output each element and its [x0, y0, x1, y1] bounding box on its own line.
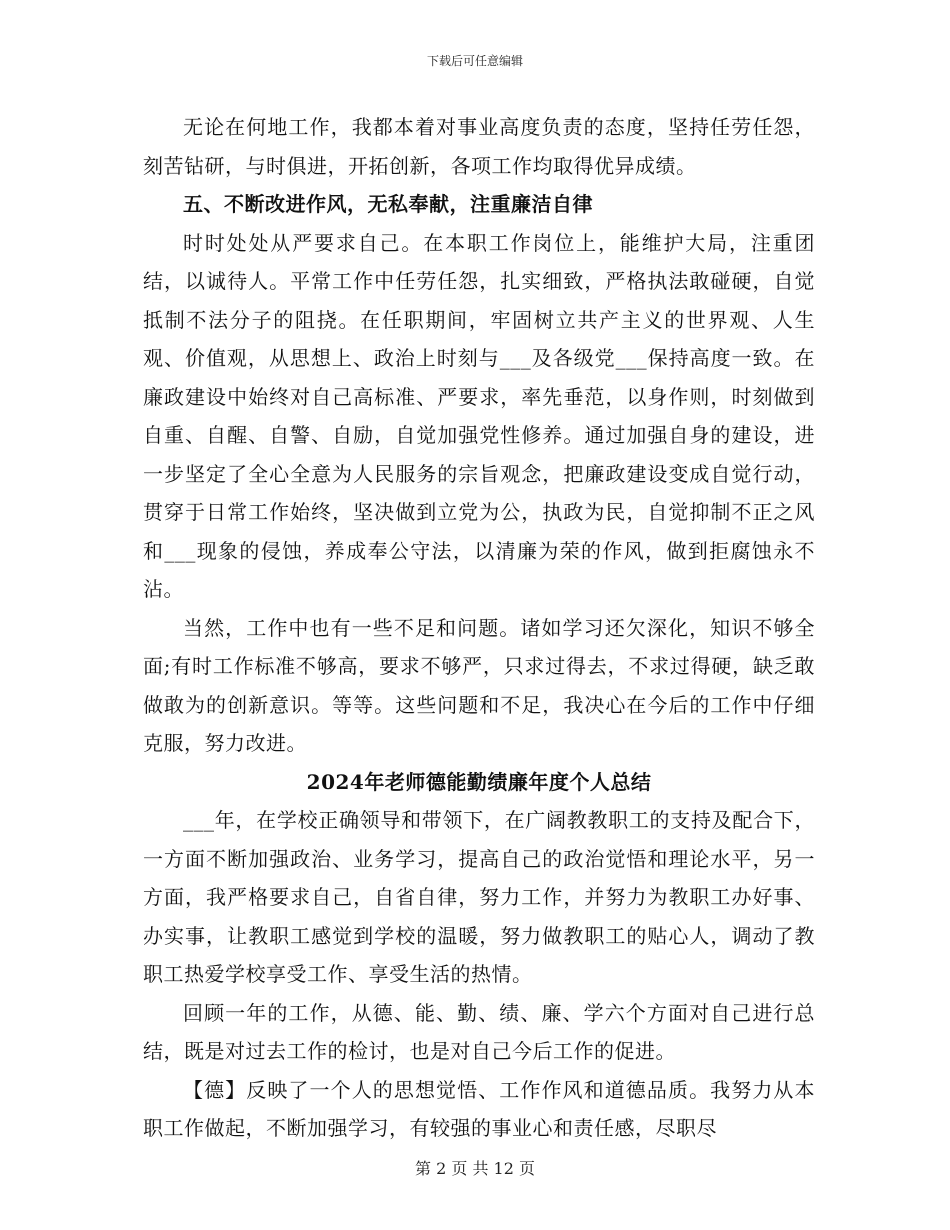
header-note: 下载后可任意编辑	[426, 54, 523, 68]
paragraph-4: ___年，在学校正确领导和带领下，在广阔教教职工的支持及配合下，一方面不断加强政治、业务学习，提高自己的政治觉悟和理论水平，另一方面，我严格要求自己，自省自律，努力工作，并努力为教职工办好事、办实事，让教职工感觉到学校的温暖，努力做教职工的贴心人，调动了教职工热爱学校享受工作、享受生活的热情。	[143, 808, 815, 986]
page-number-footer: 第 2 页 共 12 页	[415, 1159, 535, 1178]
paragraph-2: 时时处处从严要求自己。在本职工作岗位上，能维护大局，注重团结，以诚待人。平常工作中任劳任怨，扎实细致，严格执法敢碰硬，自觉抵制不法分子的阻挠。在任职期间，牢固树立共产主义的世界观、人生观、价值观，从思想上、政治上时刻与___及各级党___保持高度一致。在廉政建设中始终对自己高标准、严要求，率先垂范，以身作则，时刻做到自重、自醒、自警、自励，自觉加强党性修养。通过加强自身的建设，进一步坚定了全心全意为人民服务的宗旨观念，把廉政建设变成自觉行动，贯穿于日常工作始终，坚决做到立党为公，执政为民，自觉抑制不正之风和___现象的侵蚀，养成奉公守法，以清廉为荣的作风，做到拒腐蚀永不沾。	[143, 230, 815, 601]
document-body	[143, 108, 815, 1148]
section-heading-5: 五、不断改进作风，无私奉献，注重廉洁自律	[183, 192, 593, 216]
document-title: 2024年老师德能勤绩廉年度个人总结	[306, 769, 652, 794]
paragraph-6: 【德】反映了一个人的思想觉悟、工作作风和道德品质。我努力从本职工作做起，不断加强学习，有较强的事业心和责任感，尽职尽	[143, 1077, 815, 1140]
paragraph-1: 无论在何地工作，我都本着对事业高度负责的态度，坚持任劳任怨，刻苦钻研，与时俱进，开拓创新，各项工作均取得优异成绩。	[143, 115, 815, 178]
paragraph-3: 当然，工作中也有一些不足和问题。诸如学习还欠深化，知识不够全面;有时工作标准不够高，要求不够严，只求过得去，不求过得硬，缺乏敢做敢为的创新意识。等等。这些问题和不足，我决心在今后的工作中仔细克服，努力改进。	[143, 615, 815, 755]
paragraph-5: 回顾一年的工作，从德、能、勤、绩、廉、学六个方面对自己进行总结，既是对过去工作的检讨，也是对自己今后工作的促进。	[143, 1000, 815, 1063]
